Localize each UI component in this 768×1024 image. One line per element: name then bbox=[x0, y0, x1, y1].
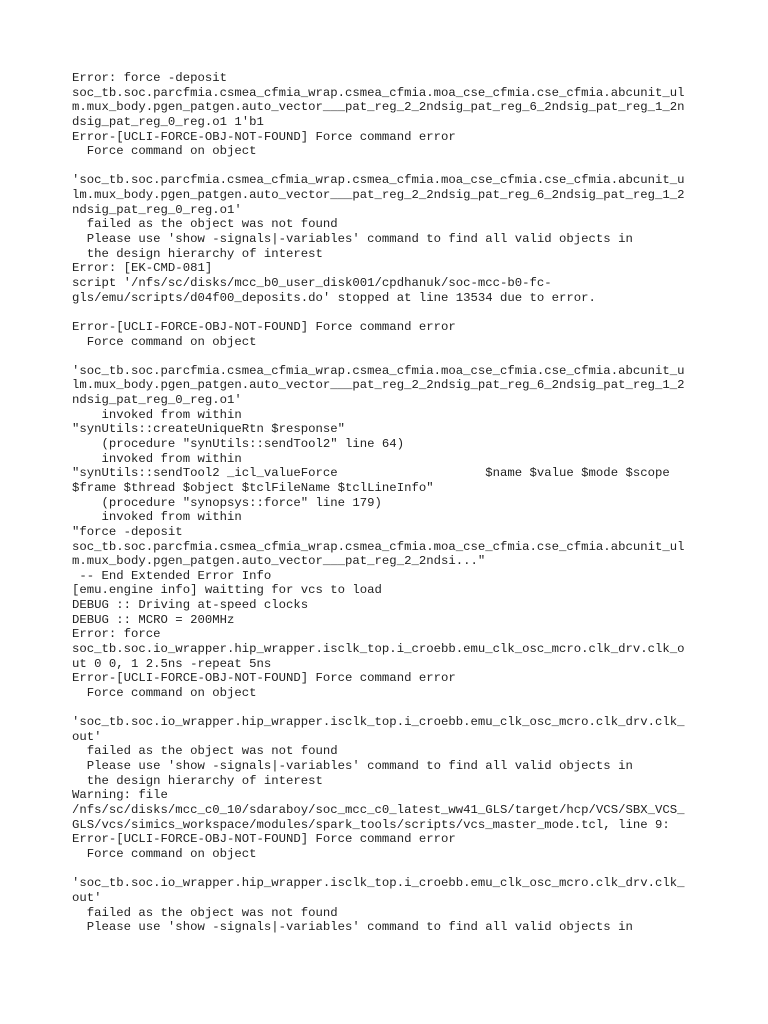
log-line bbox=[72, 862, 732, 877]
log-line: Force command on object bbox=[72, 334, 257, 349]
log-line: Warning: file bbox=[72, 788, 168, 803]
log-line: ut 0 0, 1 2.5ns -repeat 5ns bbox=[72, 656, 272, 671]
log-line: Error-[UCLI-FORCE-OBJ-NOT-FOUND] Force command error bbox=[72, 319, 456, 334]
log-line: dsig_pat_reg_0_reg.o1 1'b1 bbox=[72, 114, 264, 129]
log-line: Please use 'show -signals|-variables' command to find all valid objects in bbox=[72, 920, 633, 935]
log-line bbox=[72, 305, 732, 320]
log-line: 'soc_tb.soc.io_wrapper.hip_wrapper.isclk_top.i_croebb.emu_clk_osc_mcro.clk_drv.clk_ bbox=[72, 715, 685, 730]
log-line: soc_tb.soc.parcfmia.csmea_cfmia_wrap.csmea_cfmia.moa_cse_cfmia.cse_cfmia.abcunit_ul bbox=[72, 539, 685, 554]
log-line: Force command on object bbox=[72, 685, 257, 700]
log-line: gls/emu/scripts/d04f00_deposits.do' stopped at line 13534 due to error. bbox=[72, 290, 596, 305]
log-line: /nfs/sc/disks/mcc_c0_10/sdaraboy/soc_mcc_c0_latest_ww41_GLS/target/hcp/VCS/SBX_VCS_ bbox=[72, 803, 685, 818]
log-line: invoked from within bbox=[72, 407, 242, 422]
log-line: the design hierarchy of interest bbox=[72, 246, 323, 261]
log-line: Force command on object bbox=[72, 846, 257, 861]
log-line: script '/nfs/sc/disks/mcc_b0_user_disk001/cpdhanuk/soc-mcc-b0-fc- bbox=[72, 275, 552, 290]
log-text-block bbox=[72, 71, 732, 935]
log-line: soc_tb.soc.parcfmia.csmea_cfmia_wrap.csmea_cfmia.moa_cse_cfmia.cse_cfmia.abcunit_ul bbox=[72, 85, 685, 100]
log-line: (procedure "synopsys::force" line 179) bbox=[72, 495, 382, 510]
log-line: "synUtils::sendTool2 _icl_valueForce $name $value $mode $scope bbox=[72, 466, 670, 481]
log-line: Error-[UCLI-FORCE-OBJ-NOT-FOUND] Force command error bbox=[72, 671, 456, 686]
log-line: Error-[UCLI-FORCE-OBJ-NOT-FOUND] Force command error bbox=[72, 129, 456, 144]
log-line: failed as the object was not found bbox=[72, 744, 338, 759]
log-line: out' bbox=[72, 890, 102, 905]
log-line: Error: [EK-CMD-081] bbox=[72, 261, 213, 276]
log-line: (procedure "synUtils::sendTool2" line 64) bbox=[72, 437, 405, 452]
log-line: invoked from within bbox=[72, 451, 242, 466]
log-line: ndsig_pat_reg_0_reg.o1' bbox=[72, 393, 242, 408]
log-line: invoked from within bbox=[72, 510, 242, 525]
log-line bbox=[72, 159, 732, 174]
log-line: Error-[UCLI-FORCE-OBJ-NOT-FOUND] Force command error bbox=[72, 832, 456, 847]
log-line: Force command on object bbox=[72, 144, 257, 159]
log-line: the design hierarchy of interest bbox=[72, 773, 323, 788]
log-line: out' bbox=[72, 729, 102, 744]
log-line: Please use 'show -signals|-variables' command to find all valid objects in bbox=[72, 232, 633, 247]
log-line: 'soc_tb.soc.parcfmia.csmea_cfmia_wrap.csmea_cfmia.moa_cse_cfmia.cse_cfmia.abcunit_u bbox=[72, 173, 685, 188]
log-line: 'soc_tb.soc.parcfmia.csmea_cfmia_wrap.csmea_cfmia.moa_cse_cfmia.cse_cfmia.abcunit_u bbox=[72, 363, 685, 378]
log-line: DEBUG :: Driving at-speed clocks bbox=[72, 598, 309, 613]
log-line: "force -deposit bbox=[72, 524, 183, 539]
log-line: Error: force -deposit bbox=[72, 71, 227, 85]
log-line: 'soc_tb.soc.io_wrapper.hip_wrapper.isclk_top.i_croebb.emu_clk_osc_mcro.clk_drv.clk_ bbox=[72, 876, 685, 891]
log-line: "synUtils::createUniqueRtn $response" bbox=[72, 422, 346, 437]
log-line: failed as the object was not found bbox=[72, 217, 338, 232]
log-line bbox=[72, 349, 732, 364]
log-line: Error: force bbox=[72, 627, 161, 642]
log-line bbox=[72, 701, 732, 716]
log-line: soc_tb.soc.io_wrapper.hip_wrapper.isclk_top.i_croebb.emu_clk_osc_mcro.clk_drv.clk_o bbox=[72, 641, 685, 656]
log-line: $frame $thread $object $tclFileName $tclLineInfo" bbox=[72, 480, 434, 495]
log-line: lm.mux_body.pgen_patgen.auto_vector___pat_reg_2_2ndsig_pat_reg_6_2ndsig_pat_reg_1_2 bbox=[72, 188, 685, 203]
log-line: [emu.engine info] waitting for vcs to load bbox=[72, 583, 382, 598]
log-line: GLS/vcs/simics_workspace/modules/spark_tools/scripts/vcs_master_mode.tcl, line 9: bbox=[72, 817, 670, 832]
log-line: ndsig_pat_reg_0_reg.o1' bbox=[72, 202, 242, 217]
log-line: failed as the object was not found bbox=[72, 905, 338, 920]
log-line: m.mux_body.pgen_patgen.auto_vector___pat_reg_2_2ndsig_pat_reg_6_2ndsig_pat_reg_1_2n bbox=[72, 100, 685, 115]
log-line: -- End Extended Error Info bbox=[72, 568, 272, 583]
log-line: DEBUG :: MCRO = 200MHz bbox=[72, 612, 235, 627]
log-line: Please use 'show -signals|-variables' command to find all valid objects in bbox=[72, 759, 633, 774]
log-line: lm.mux_body.pgen_patgen.auto_vector___pat_reg_2_2ndsig_pat_reg_6_2ndsig_pat_reg_1_2 bbox=[72, 378, 685, 393]
log-line: m.mux_body.pgen_patgen.auto_vector___pat_reg_2_2ndsi..." bbox=[72, 554, 486, 569]
